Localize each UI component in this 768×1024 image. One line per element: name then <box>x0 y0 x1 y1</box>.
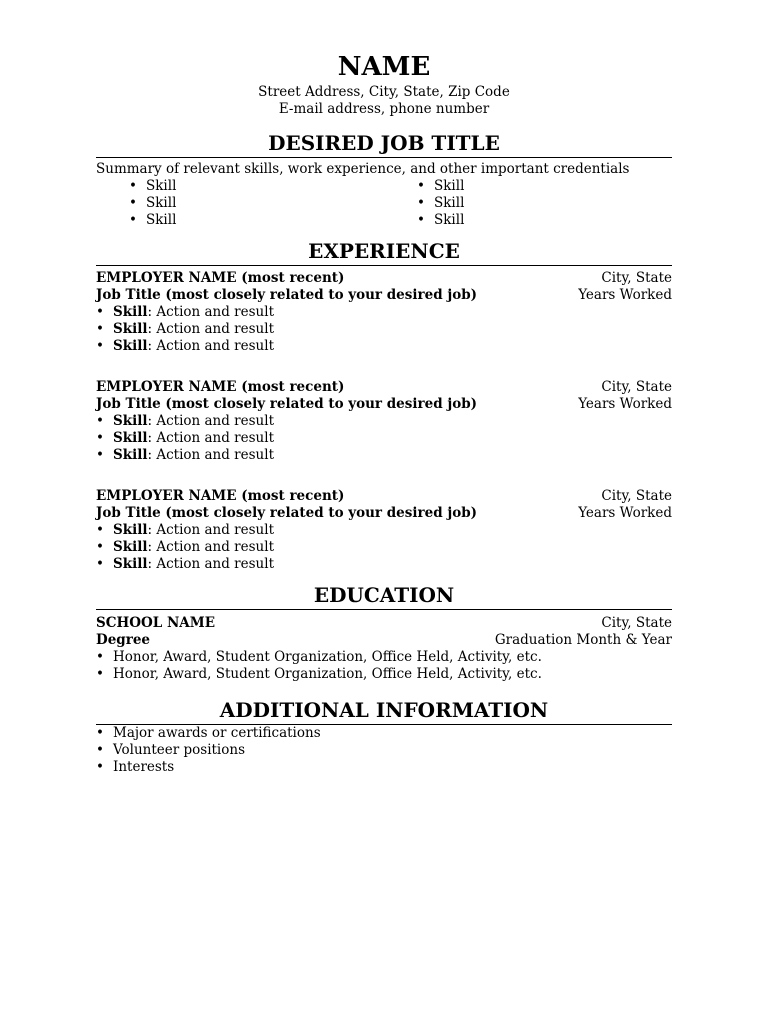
job-bullet: • Skill: Action and result <box>96 447 274 463</box>
candidate-name: NAME <box>337 52 431 82</box>
skill-item: • Skill <box>417 195 465 211</box>
skill-item: • Skill <box>129 178 177 194</box>
skill-item: • Skill <box>129 212 177 228</box>
job-entry <box>96 270 672 355</box>
resume-content <box>96 50 672 776</box>
job-title: Job Title (most closely related to your desired job) <box>96 505 478 521</box>
skills-column-left <box>96 178 384 229</box>
job-bullet: • Skill: Action and result <box>96 539 274 555</box>
degree: Degree <box>96 632 151 648</box>
job-bullet: • Skill: Action and result <box>96 556 274 572</box>
bullet-icon: • <box>129 212 137 228</box>
job-location: City, State <box>601 379 672 395</box>
bullet-icon: • <box>96 556 104 572</box>
honor-item: • Honor, Award, Student Organization, Office Held, Activity, etc. <box>96 649 542 665</box>
graduation-date: Graduation Month & Year <box>494 632 672 648</box>
employer-name: EMPLOYER NAME (most recent) <box>96 488 345 504</box>
job-location: City, State <box>601 488 672 504</box>
bullet-icon: • <box>96 338 104 354</box>
job-bullet: • Skill: Action and result <box>96 413 274 429</box>
years-worked: Years Worked <box>578 396 672 412</box>
education-entry <box>96 615 672 683</box>
education-heading: EDUCATION <box>96 582 672 610</box>
bullet-icon: • <box>129 195 137 211</box>
email-phone: E-mail address, phone number <box>278 101 490 117</box>
skill-item: • Skill <box>129 195 177 211</box>
honor-item: • Honor, Award, Student Organization, Office Held, Activity, etc. <box>96 666 542 682</box>
desired-job-title-heading: DESIRED JOB TITLE <box>96 130 672 158</box>
bullet-icon: • <box>96 649 104 665</box>
bullet-icon: • <box>96 666 104 682</box>
bullet-icon: • <box>96 759 104 775</box>
job-bullet: • Skill: Action and result <box>96 321 274 337</box>
employer-name: EMPLOYER NAME (most recent) <box>96 270 345 286</box>
bullet-icon: • <box>96 430 104 446</box>
bullet-icon: • <box>96 447 104 463</box>
job-title: Job Title (most closely related to your desired job) <box>96 396 478 412</box>
job-bullet: • Skill: Action and result <box>96 522 274 538</box>
job-entry <box>96 488 672 573</box>
additional-list <box>96 725 672 776</box>
job-bullet: • Skill: Action and result <box>96 338 274 354</box>
additional-item: • Major awards or certifications <box>96 725 321 741</box>
job-bullet: • Skill: Action and result <box>96 304 274 320</box>
additional-item: • Volunteer positions <box>96 742 246 758</box>
skill-item: • Skill <box>417 178 465 194</box>
bullet-icon: • <box>96 522 104 538</box>
bullet-icon: • <box>96 725 104 741</box>
additional-information-heading: ADDITIONAL INFORMATION <box>96 697 672 725</box>
bullet-icon: • <box>96 742 104 758</box>
bullet-icon: • <box>96 321 104 337</box>
job-bullet: • Skill: Action and result <box>96 430 274 446</box>
street-address: Street Address, City, State, Zip Code <box>258 84 510 100</box>
skill-item: • Skill <box>417 212 465 228</box>
job-location: City, State <box>601 270 672 286</box>
school-location: City, State <box>601 615 672 631</box>
years-worked: Years Worked <box>578 287 672 303</box>
additional-item: • Interests <box>96 759 175 775</box>
bullet-icon: • <box>96 413 104 429</box>
employer-name: EMPLOYER NAME (most recent) <box>96 379 345 395</box>
skills-column-right <box>384 178 672 229</box>
bullet-icon: • <box>96 304 104 320</box>
school-name: SCHOOL NAME <box>96 615 216 631</box>
years-worked: Years Worked <box>578 505 672 521</box>
job-entry <box>96 379 672 464</box>
bullet-icon: • <box>417 212 425 228</box>
summary-text: Summary of relevant skills, work experience, and other important credentials <box>96 161 630 177</box>
experience-heading: EXPERIENCE <box>96 238 672 266</box>
bullet-icon: • <box>417 178 425 194</box>
skills-grid <box>96 178 672 229</box>
bullet-icon: • <box>129 178 137 194</box>
bullet-icon: • <box>96 539 104 555</box>
bullet-icon: • <box>417 195 425 211</box>
job-title: Job Title (most closely related to your desired job) <box>96 287 478 303</box>
